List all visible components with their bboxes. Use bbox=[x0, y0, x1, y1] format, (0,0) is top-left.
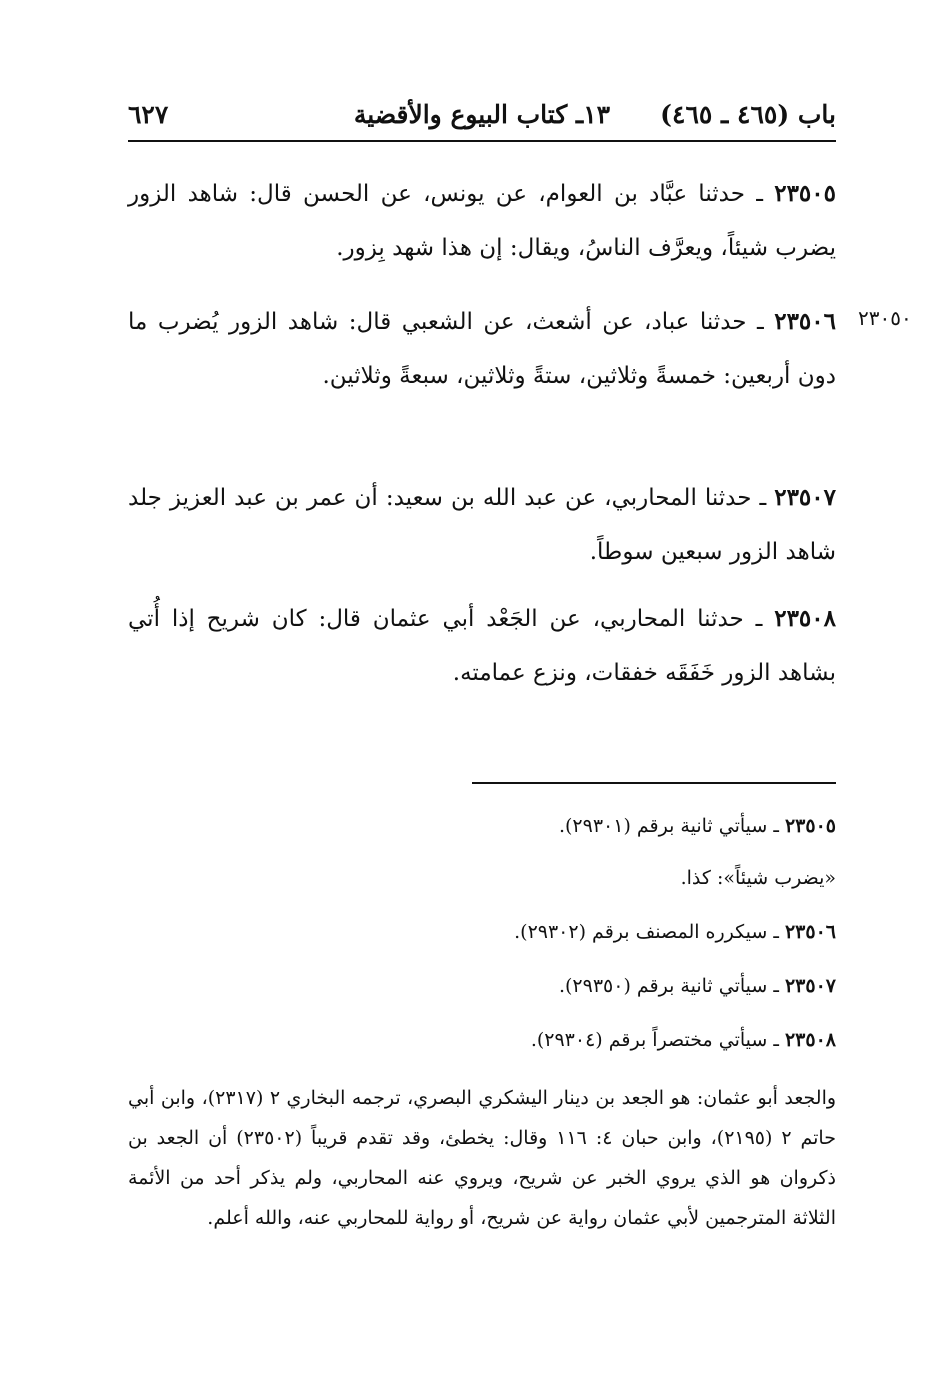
footnote-text: ـ سيأتي ثانية برقم (٢٩٣٠١). bbox=[558, 815, 785, 837]
hadith-paragraph bbox=[128, 471, 836, 579]
footnote-line bbox=[559, 806, 836, 846]
footnote-number: ٢٣٥٠٨ bbox=[784, 1029, 836, 1051]
margin-reference-number: ٢٣٠٥٠ bbox=[858, 306, 912, 330]
footnote-line bbox=[681, 858, 836, 898]
hadith-text: ـ حدثنا عباد، عن أشعث، عن الشعبي قال: شاهد الزور يُضرب ما دون أربعين: خمسةً وثلاثين، ستةً وثلاثين، سبعةً وثلاثين. bbox=[128, 309, 836, 389]
page-header bbox=[128, 96, 836, 142]
footnote-note: والجعد أبو عثمان: هو الجعد بن دينار اليشكري البصري، ترجمه البخاري ٢ (٢٣١٧)، وابن أبي حاتم ٢ (٢١٩٥)، وابن حبان ٤: ١١٦ وقال: يخطئ، وقد تقدم قريباً (٢٣٥٠٢) أن الجعد بن ذكروان هو الذي يروي الخبر عن شريح، ويروي عنه المحاربي، ولم يذكر أحد من الأئمة الثلاثة المترجمين لأبي عثمان رواية عن شريح، أو رواية للمحاربي عنه، والله أعلم. bbox=[128, 1087, 837, 1229]
footnote-text: ـ سيأتي مختصراً برقم (٢٩٣٠٤). bbox=[530, 1029, 785, 1051]
footnote-divider bbox=[472, 782, 836, 784]
hadith-paragraph bbox=[128, 295, 836, 403]
footnote-number: ٢٣٥٠٧ bbox=[784, 975, 836, 997]
hadith-number: ٢٣٥٠٧ bbox=[774, 484, 836, 511]
hadith-text: ـ حدثنا عبَّاد بن العوام، عن يونس، عن الحسن قال: شاهد الزور يضرب شيئاً، ويعرَّف الناسُ، ويقال: إن هذا شهد بِزور. bbox=[128, 181, 836, 261]
footnote-text: ـ سيأتي ثانية برقم (٢٩٣٥٠). bbox=[558, 975, 785, 997]
footnote-number: ٢٣٥٠٥ bbox=[784, 815, 836, 837]
hadith-paragraph bbox=[128, 167, 836, 275]
footnote-text: «يضرب شيئاً»: كذا. bbox=[680, 867, 836, 889]
page-number: ٦٢٧ bbox=[128, 100, 169, 129]
hadith-text: ـ حدثنا المحاربي، عن الجَعْد أبي عثمان قال: كان شريح إذا أُتي بشاهد الزور خَفَقَه خفقات، ونزع عمامته. bbox=[128, 606, 836, 686]
footnote-line bbox=[559, 966, 836, 1006]
hadith-number: ٢٣٥٠٦ bbox=[774, 308, 836, 335]
hadith-number: ٢٣٥٠٥ bbox=[774, 180, 836, 207]
chapter-title: ١٣ـ كتاب البيوع والأقضية bbox=[353, 100, 611, 129]
hadith-text: ـ حدثنا المحاربي، عن عبد الله بن سعيد: أن عمر بن عبد العزيز جلد شاهد الزور سبعين سوطاً. bbox=[128, 485, 836, 565]
hadith-number: ٢٣٥٠٨ bbox=[774, 605, 836, 632]
footnote-line bbox=[514, 912, 836, 952]
hadith-paragraph bbox=[128, 592, 836, 700]
footnote-number: ٢٣٥٠٦ bbox=[784, 921, 836, 943]
footnote-text: ـ سيكرره المصنف برقم (٢٩٣٠٢). bbox=[514, 921, 785, 943]
footnote-line bbox=[531, 1020, 836, 1060]
section-title: باب (٤٦٥ ـ ٤٦٥) bbox=[660, 100, 836, 129]
